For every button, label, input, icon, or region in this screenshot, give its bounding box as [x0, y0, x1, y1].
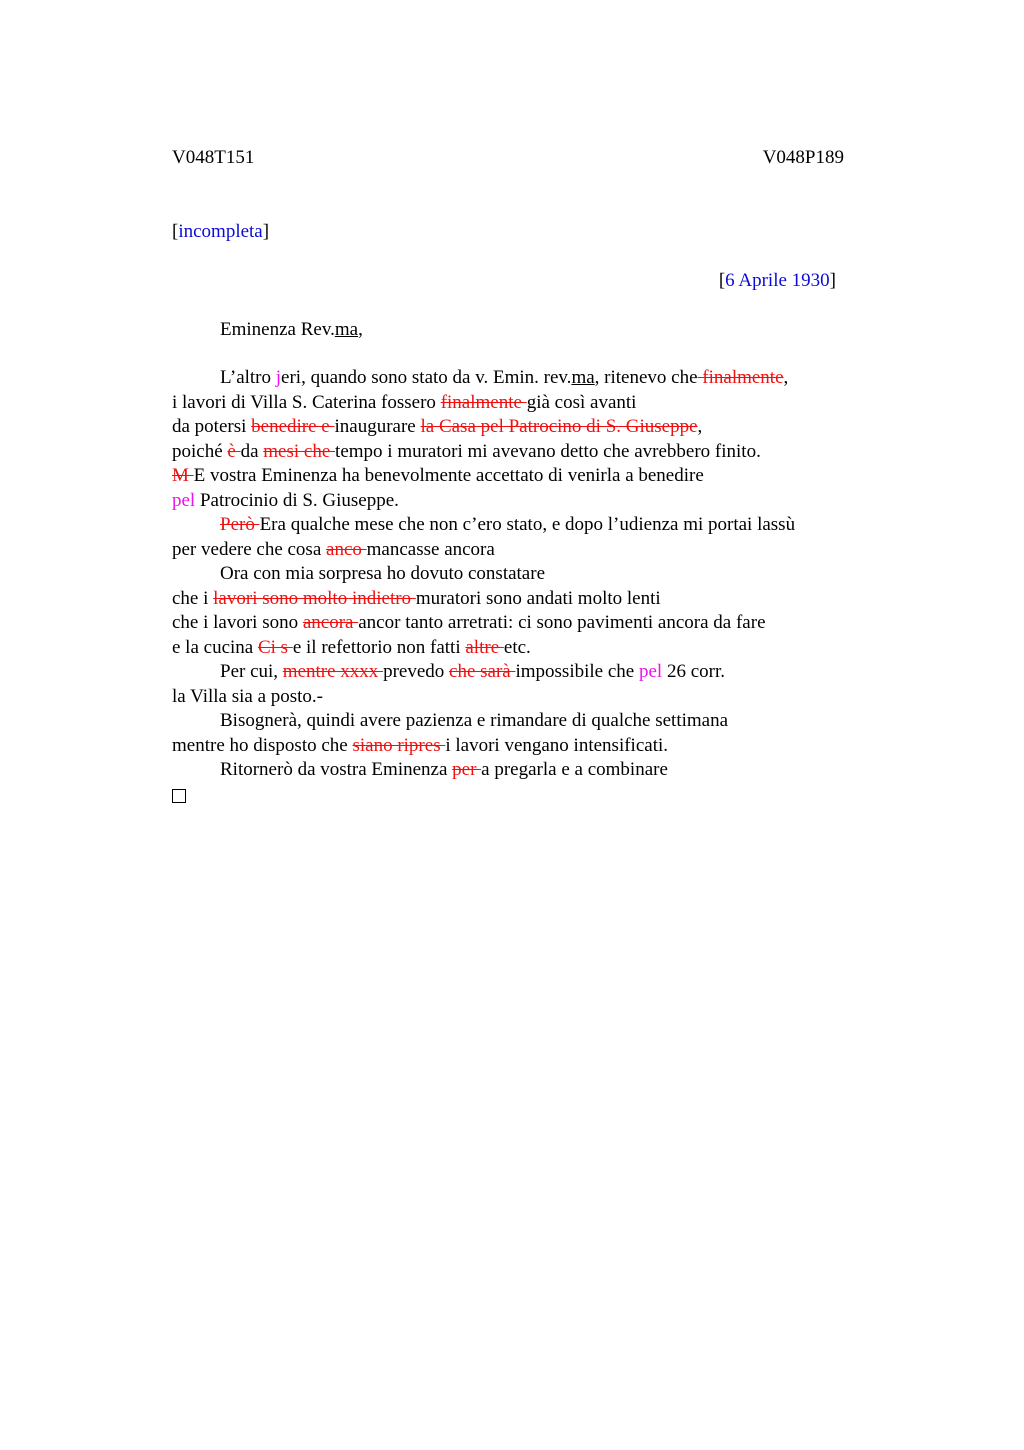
empty-square-icon: [172, 789, 186, 803]
letter-line: che i lavori sono molto indietro muratori sono andati molto lenti: [172, 587, 661, 609]
letter-line: e la cucina Ci s e il refettorio non fatti altre etc.: [172, 636, 531, 658]
deleted-text: benedire e: [251, 416, 335, 437]
letter-line: L’altro jeri, quando sono stato da v. Emin. rev.ma, ritenevo che finalmente,: [220, 367, 789, 388]
letter-line: poiché è da mesi che tempo i muratori mi avevano detto che avrebbero finito.: [172, 440, 761, 462]
deleted-text: che sarà: [449, 661, 516, 682]
deleted-text: siano ripres: [352, 734, 446, 756]
deleted-text: per: [452, 759, 482, 780]
deleted-text: è: [227, 440, 241, 462]
letter-line: Per cui, mentre xxxx prevedo che sarà impossibile che pel 26 corr.: [220, 661, 725, 682]
deleted-text: finalmente: [440, 391, 527, 413]
completeness-note: [incompleta]: [172, 221, 270, 242]
inserted-text: pel: [638, 661, 663, 682]
letter-line: Però Era qualche mese che non c’ero stato, e dopo l’udienza mi portai lassù: [220, 514, 796, 535]
document-code-right: V048P189: [762, 147, 844, 168]
inserted-text: pel: [172, 489, 196, 511]
deleted-text: la Casa pel Patrocino di S. Giuseppe: [420, 416, 698, 437]
deleted-text: ancora: [302, 612, 359, 633]
letter-body: [172, 366, 852, 807]
letter-line: da potersi benedire e inaugurare la Casa pel Patrocino di S. Giuseppe,: [172, 416, 703, 437]
salutation: Eminenza Rev.ma,: [220, 319, 363, 340]
letter-date-value: 6 Aprile 1930: [725, 270, 830, 291]
letter-date: [6 Aprile 1930]: [718, 270, 836, 291]
letter-line: Bisognerà, quindi avere pazienza e rimandare di qualche settimana: [220, 710, 729, 731]
letter-line: pel Patrocinio di S. Giuseppe.: [172, 489, 399, 511]
deleted-text: lavori sono molto indietro: [213, 587, 416, 609]
letter-line: i lavori di Villa S. Caterina fossero finalmente già così avanti: [172, 391, 637, 413]
letter-line: M E vostra Eminenza ha benevolmente accettato di venirla a benedire: [172, 465, 704, 486]
letter-line: che i lavori sono ancora ancor tanto arretrati: ci sono pavimenti ancora da fare: [172, 612, 766, 633]
inserted-text: j: [275, 367, 282, 388]
deleted-text: finalmente: [697, 367, 784, 388]
deleted-text: Ci s: [257, 636, 293, 658]
deleted-text: M: [172, 465, 194, 486]
letter-line: per vedere che cosa anco mancasse ancora: [172, 538, 495, 560]
letter-line: [172, 783, 852, 808]
deleted-text: mesi che: [263, 440, 336, 462]
letter-line: Ritornerò da vostra Eminenza per a pregarla e a combinare: [220, 759, 668, 780]
deleted-text: mentre xxxx: [282, 661, 384, 682]
letter-line: la Villa sia a posto.-: [172, 685, 324, 707]
deleted-text: anco: [326, 538, 367, 560]
letter-line: Ora con mia sorpresa ho dovuto constatare: [220, 563, 546, 584]
deleted-text: Però: [220, 514, 260, 535]
letter-line: mentre ho disposto che siano ripres i lavori vengano intensificati.: [172, 734, 668, 756]
deleted-text: altre: [465, 636, 504, 658]
document-code-left: V048T151: [172, 147, 255, 168]
completeness-label: incompleta: [178, 221, 263, 242]
